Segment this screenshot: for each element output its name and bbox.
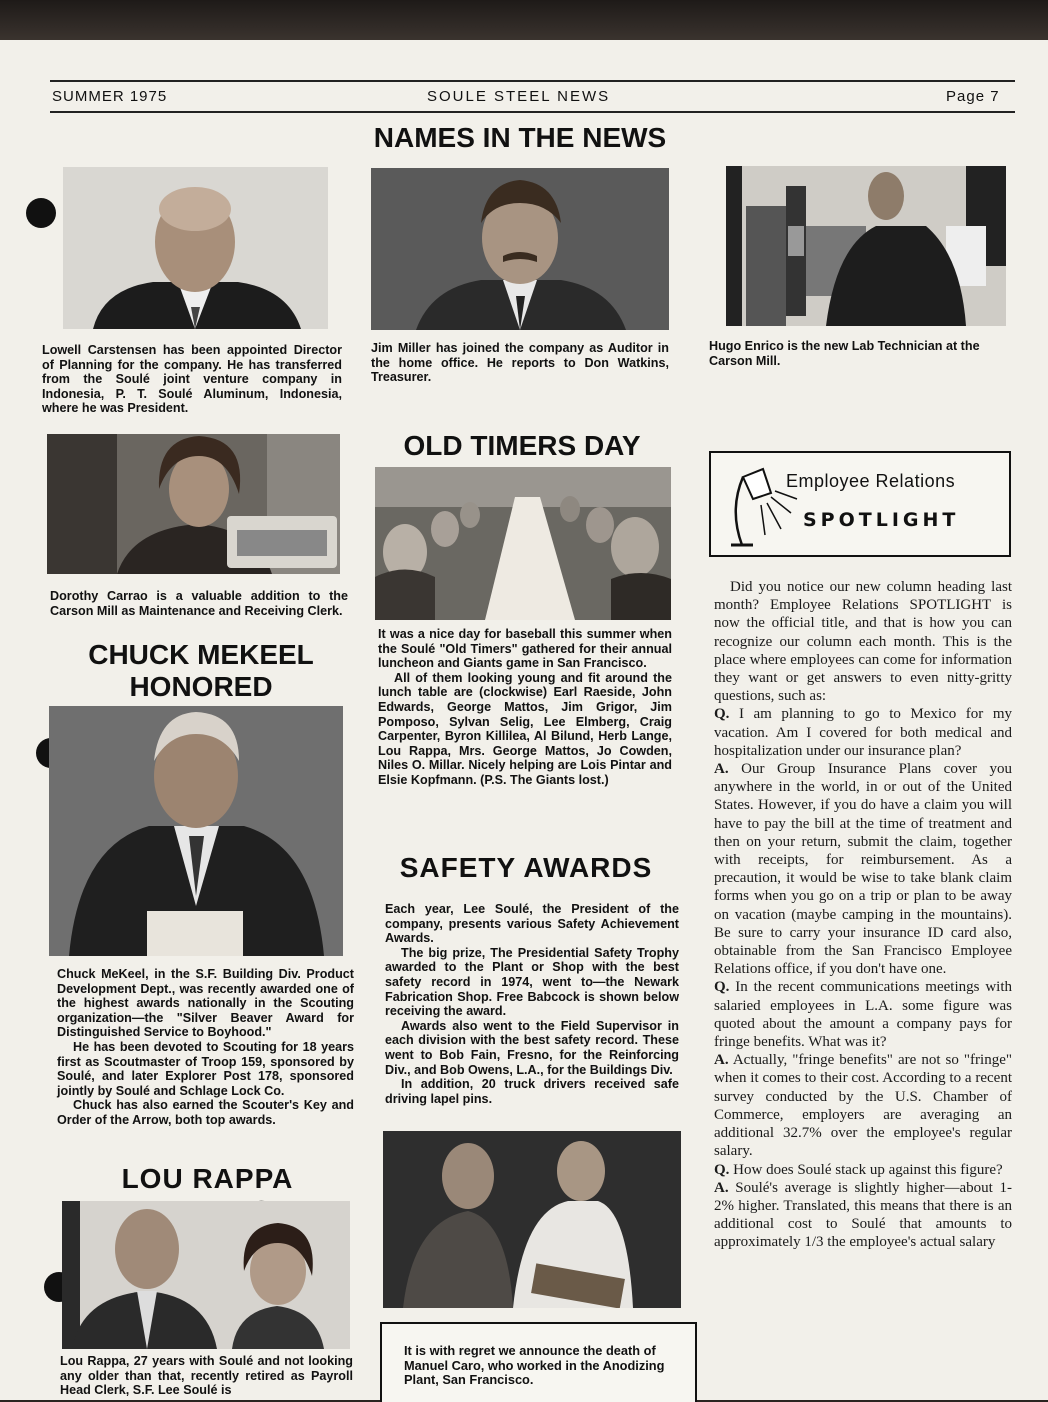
old-timers-paragraph-1: It was a nice day for baseball this summer when the Soulé "Old Timers" gathered for their annual luncheon and Giants game in San Francisco. — [378, 627, 672, 671]
spotlight-answer-3 — [714, 1179, 1012, 1252]
a2-text: Actually, "fringe benefits" are not so "fringe" when it comes to their cost. According to a recent survey conducted by the U.S. Chamber of Commerce, employers are averaging an additional 32.7% over the employee's regular salary. — [714, 1052, 1012, 1160]
header-rule-bottom — [50, 111, 1015, 113]
mekeel-paragraph-3: Chuck has also earned the Scouter's Key and Order of the Arrow, both top awards. — [57, 1098, 354, 1127]
rappa-caption: Lou Rappa, 27 years with Soulé and not looking any older than that, recently retired as Payroll Head Clerk, S.F. Lee Soulé is — [60, 1354, 353, 1398]
issue-date: SUMMER 1975 — [52, 88, 168, 105]
binder-hole — [26, 198, 56, 228]
q3-text: How does Soulé stack up against this figure? — [733, 1161, 1003, 1178]
obituary-box — [380, 1322, 697, 1402]
spotlight-answer-2 — [714, 1051, 1012, 1160]
mekeel-headline — [52, 639, 350, 703]
q2-text: In the recent communications meetings with salaried employees in L.A. some figure was quoted about the amount a company pays for fringe benefits. What was it? — [714, 979, 1012, 1051]
page-number: Page 7 — [946, 88, 1000, 105]
mekeel-article — [57, 967, 354, 1128]
background-surface — [0, 0, 1048, 40]
obituary-text: It is with regret we announce the death of Manuel Caro, who worked in the Anodizing Plant, San Francisco. — [404, 1343, 665, 1388]
safety-paragraph-3: Awards also went to the Field Supervisor in each division with the best safety record. These went to Bob Fain, Fresno, for the Reinforcing Div., and Bob Owens, L.A., for the Buildings Div. — [385, 1018, 679, 1077]
carrao-caption: Dorothy Carrao is a valuable addition to the Carson Mill as Maintenance and Receiving Clerk. — [50, 589, 348, 618]
names-in-news-headline: NAMES IN THE NEWS — [373, 122, 667, 153]
rappa-headline: LOU RAPPA — [121, 1163, 294, 1194]
a-label: A. — [714, 761, 729, 778]
safety-paragraph-2: The big prize, The Presidential Safety Trophy awarded to the Plant or Shop with the best safety record in 1974, went to—the Newark Fabrication Shop. Free Babcock is shown below receiving the award. — [385, 945, 679, 1019]
spotlight-answer-1 — [714, 760, 1012, 978]
lamp-icon — [713, 455, 801, 551]
safety-headline: SAFETY AWARDS — [399, 852, 653, 883]
spotlight-intro: Did you notice our new column heading last month? Employee Relations SPOTLIGHT is now the official title, and that is how you can recognize our column each month. This is the place where employees can come for information they want or get answers to even nitty-gritty questions, such as: — [714, 579, 1012, 705]
spotlight-heading-line2: SPOTLIGHT — [803, 509, 960, 531]
mekeel-headline-line2: HONORED — [129, 671, 273, 702]
old-timers-headline: OLD TIMERS DAY — [403, 430, 641, 461]
old-timers-paragraph-2: All of them looking young and fit around the lunch table are (clockwise) Earl Raeside, John Edwards, George Mattos, Jim Grigor, Jim Pomposo, Sylvan Selig, Lee Elmberg, Craig Carpenter, Byron Killilea, Al Bilund, Herb Lange, Lou Rappa, Mrs. George Mattos, Jo Cowden, Niles O. Millar. Nicely helping are Lois Pintar and Elsie Kopfmann. (P.S. The Giants lost.) — [378, 670, 672, 787]
q-label: Q. — [714, 979, 730, 996]
spotlight-question-1 — [714, 705, 1012, 760]
spotlight-heading-line1: Employee Relations — [786, 471, 956, 491]
safety-photo — [383, 1131, 681, 1308]
safety-paragraph-4: In addition, 20 truck drivers received safe driving lapel pins. — [385, 1077, 679, 1106]
mekeel-photo — [49, 706, 343, 956]
q1-text: I am planning to go to Mexico for my vacation. Am I covered for both medical and hospitalization under our insurance plan? — [714, 706, 1012, 759]
carstensen-photo — [63, 167, 328, 329]
old-timers-article — [378, 627, 672, 788]
miller-photo — [371, 168, 669, 330]
safety-paragraph-1: Each year, Lee Soulé, the President of the company, presents various Safety Achievement Awards. — [385, 902, 679, 946]
spotlight-question-3 — [714, 1161, 1012, 1179]
carstensen-caption: Lowell Carstensen has been appointed Director of Planning for the company. He has transferred from the Soulé joint venture company in Indonesia, P. T. Soulé Aluminum, Indonesia, where he was President. — [42, 343, 342, 416]
newsletter-title: SOULE STEEL NEWS — [427, 88, 611, 105]
a3-text: Soulé's average is slightly higher—about 1-2% higher. Translated, this means that there is an additional cost to Soulé that amounts to approximately 1/3 the employee's actual salary — [714, 1179, 1012, 1251]
spotlight-column — [714, 578, 1012, 1252]
rappa-photo — [62, 1201, 350, 1349]
carrao-photo — [47, 434, 340, 574]
header-rule-top — [50, 80, 1015, 82]
safety-article — [385, 902, 679, 1106]
miller-caption: Jim Miller has joined the company as Auditor in the home office. He reports to Don Watkins, Treasurer. — [371, 341, 669, 385]
q-label: Q. — [714, 706, 730, 723]
a-label: A. — [714, 1179, 729, 1196]
q-label: Q. — [714, 1161, 730, 1178]
a1-text: Our Group Insurance Plans cover you anywhere in the world, in or out of the United States. However, if you do have a claim you will have to pay the bill at the time of treatment and then on your return, submit the claim, together with receipts, for reimbursement. As a precaution, it would be wise to take blank claim forms when you go on a trip or plan to be away on vacation (maybe camping in the mountains). Be sure to carry your insurance ID card also, obtainable from the San Francisco Employee Relations office, if you don't have one. — [714, 761, 1013, 978]
a-label: A. — [714, 1052, 729, 1069]
mekeel-headline-line1: CHUCK MEKEEL — [88, 639, 314, 670]
enrico-caption: Hugo Enrico is the new Lab Technician at the Carson Mill. — [709, 339, 980, 368]
spotlight-heading-box — [709, 451, 1011, 557]
mekeel-paragraph-1: Chuck MeKeel, in the S.F. Building Div. Product Development Dept., was recently awarded one of the highest awards nationally in the Scouting organization—the "Silver Beaver Award for Distinguished Service to Boyhood." — [57, 967, 354, 1040]
spotlight-question-2 — [714, 978, 1012, 1051]
mekeel-paragraph-2: He has been devoted to Scouting for 18 years first as Scoutmaster of Troop 159, sponsored by Soulé, and later Explorer Post 178, sponsored jointly by Soulé and Schlage Lock Co. — [57, 1039, 354, 1098]
enrico-photo — [726, 166, 1006, 326]
old-timers-photo — [375, 467, 671, 620]
